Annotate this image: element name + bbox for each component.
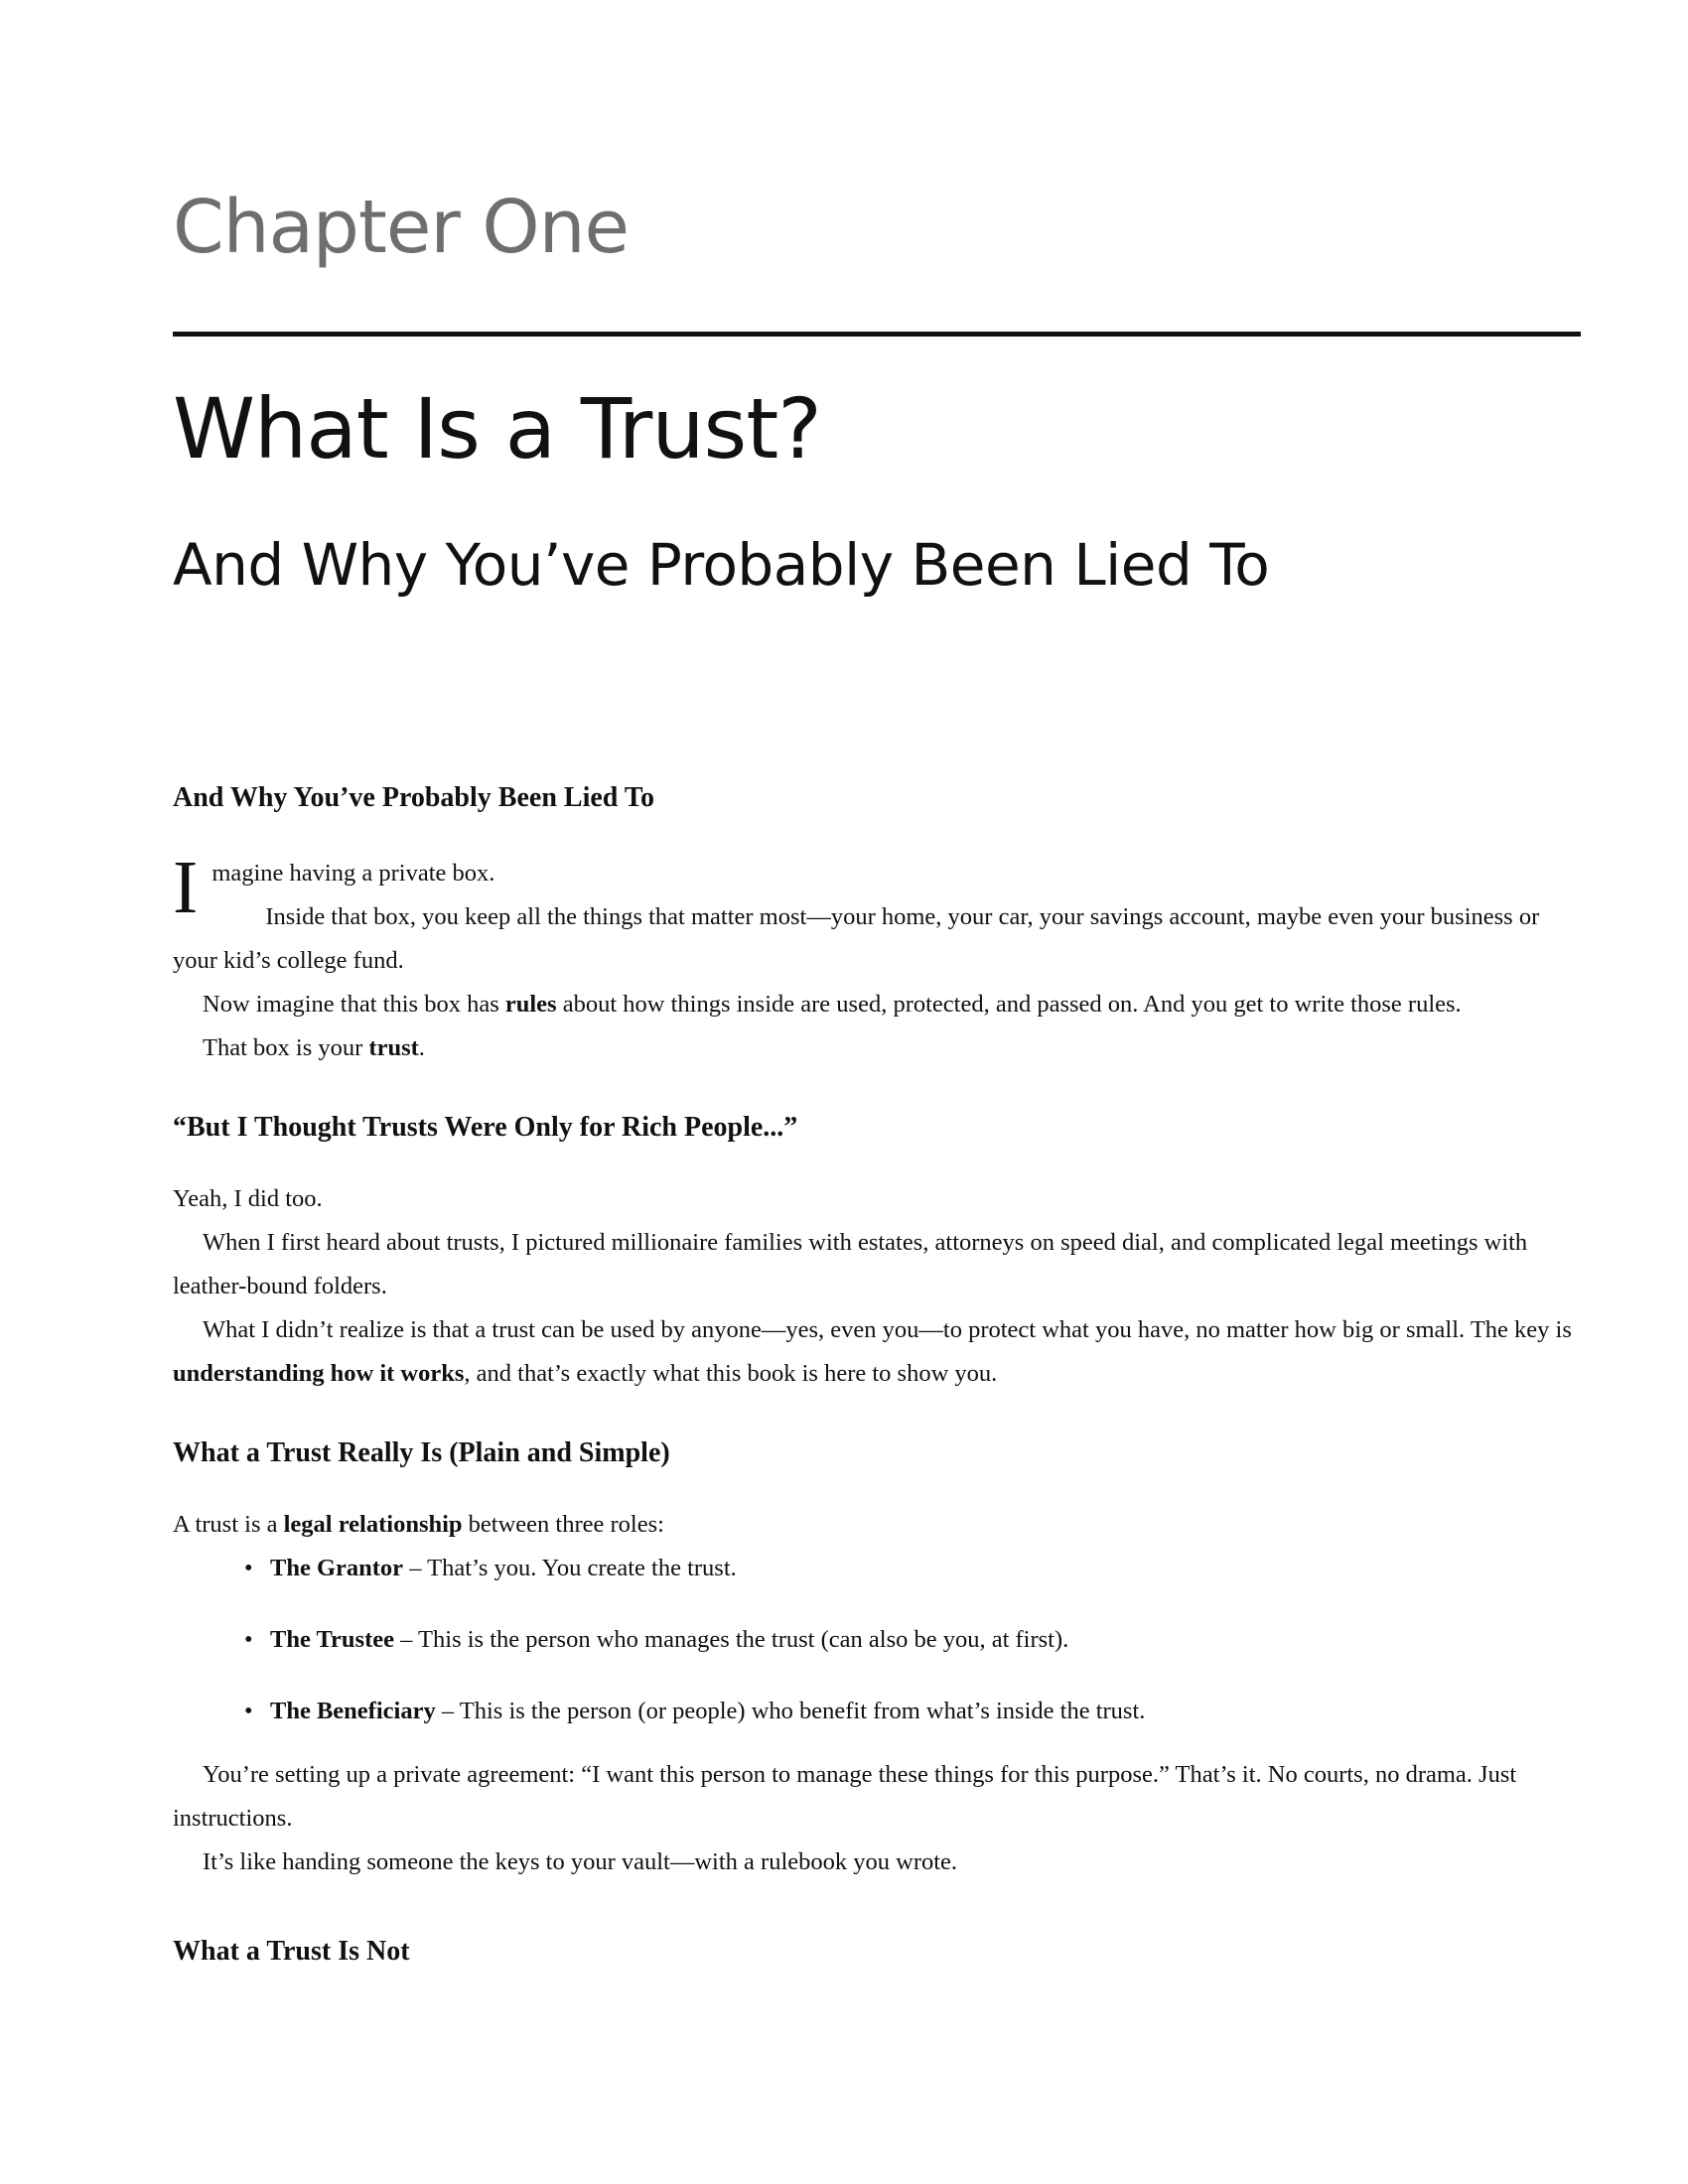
bold-legal-relationship: legal relationship — [283, 1511, 463, 1538]
bullet-icon: • — [244, 1698, 253, 1724]
list-item — [244, 1618, 1581, 1662]
section-heading-intro: And Why You’ve Probably Been Lied To — [173, 782, 654, 813]
intro-paragraph-1: magine having a private box. — [211, 860, 495, 887]
intro-paragraph-3: Now imagine that this box has rules about how things inside are used, protected, and passed on. And you get to write those rules. — [203, 991, 1462, 1018]
intro-paragraph-4: That box is your trust. — [203, 1034, 425, 1061]
bullet-icon: • — [244, 1626, 253, 1653]
plain-paragraph-2: You’re setting up a private agreement: “I want this person to manage these things for this purpose.” That’s it. No courts, no drama. Just instructions. — [173, 1761, 1517, 1832]
rich-paragraph-2: When I first heard about trusts, I pictured millionaire families with estates, attorneys on speed dial, and complicated legal meetings with leather-bound folders. — [173, 1229, 1528, 1299]
role-description: – This is the person (or people) who benefit from what’s inside the trust. — [435, 1698, 1146, 1724]
role-name: The Trustee — [270, 1626, 394, 1653]
bold-understanding: understanding how it works — [173, 1360, 465, 1387]
book-page — [173, 0, 1581, 2184]
roles-list — [173, 1547, 1581, 1733]
drop-cap: I — [173, 846, 199, 929]
chapter-subtitle: And Why You’ve Probably Been Lied To — [173, 531, 1270, 599]
rich-paragraph-1: Yeah, I did too. — [173, 1185, 323, 1212]
role-name: The Beneficiary — [270, 1698, 436, 1724]
list-item — [244, 1547, 1581, 1590]
intro-paragraph-2: Inside that box, you keep all the things that matter most—your home, your car, your savings account, maybe even your business or your kid’s college fund. — [173, 903, 1540, 974]
role-name: The Grantor — [270, 1555, 404, 1581]
list-item — [244, 1690, 1581, 1733]
role-description: – That’s you. You create the trust. — [403, 1555, 737, 1581]
section-heading-rich-people: “But I Thought Trusts Were Only for Rich People...” — [173, 1112, 798, 1143]
section-heading-not: What a Trust Is Not — [173, 1936, 410, 1967]
role-description: – This is the person who manages the trust (can also be you, at first). — [394, 1626, 1069, 1653]
intro-opening — [173, 846, 1581, 983]
chapter-label: Chapter One — [173, 185, 630, 270]
chapter-divider — [173, 332, 1581, 337]
plain-paragraph-3: It’s like handing someone the keys to your vault—with a rulebook you wrote. — [203, 1848, 958, 1875]
bullet-icon: • — [244, 1555, 253, 1581]
plain-paragraph-1: A trust is a legal relationship between three roles: — [173, 1511, 664, 1538]
section-heading-plain-simple: What a Trust Really Is (Plain and Simple) — [173, 1437, 670, 1468]
rich-paragraph-3: What I didn’t realize is that a trust can be used by anyone—yes, even you—to protect what you have, no matter how big or small. The key is understanding how it works, and that’s exactly what this book is here to show you. — [173, 1316, 1572, 1387]
chapter-title: What Is a Trust? — [173, 380, 821, 478]
bold-rules: rules — [504, 991, 557, 1018]
bold-trust: trust — [368, 1034, 419, 1061]
chapter-body — [173, 776, 1581, 1974]
